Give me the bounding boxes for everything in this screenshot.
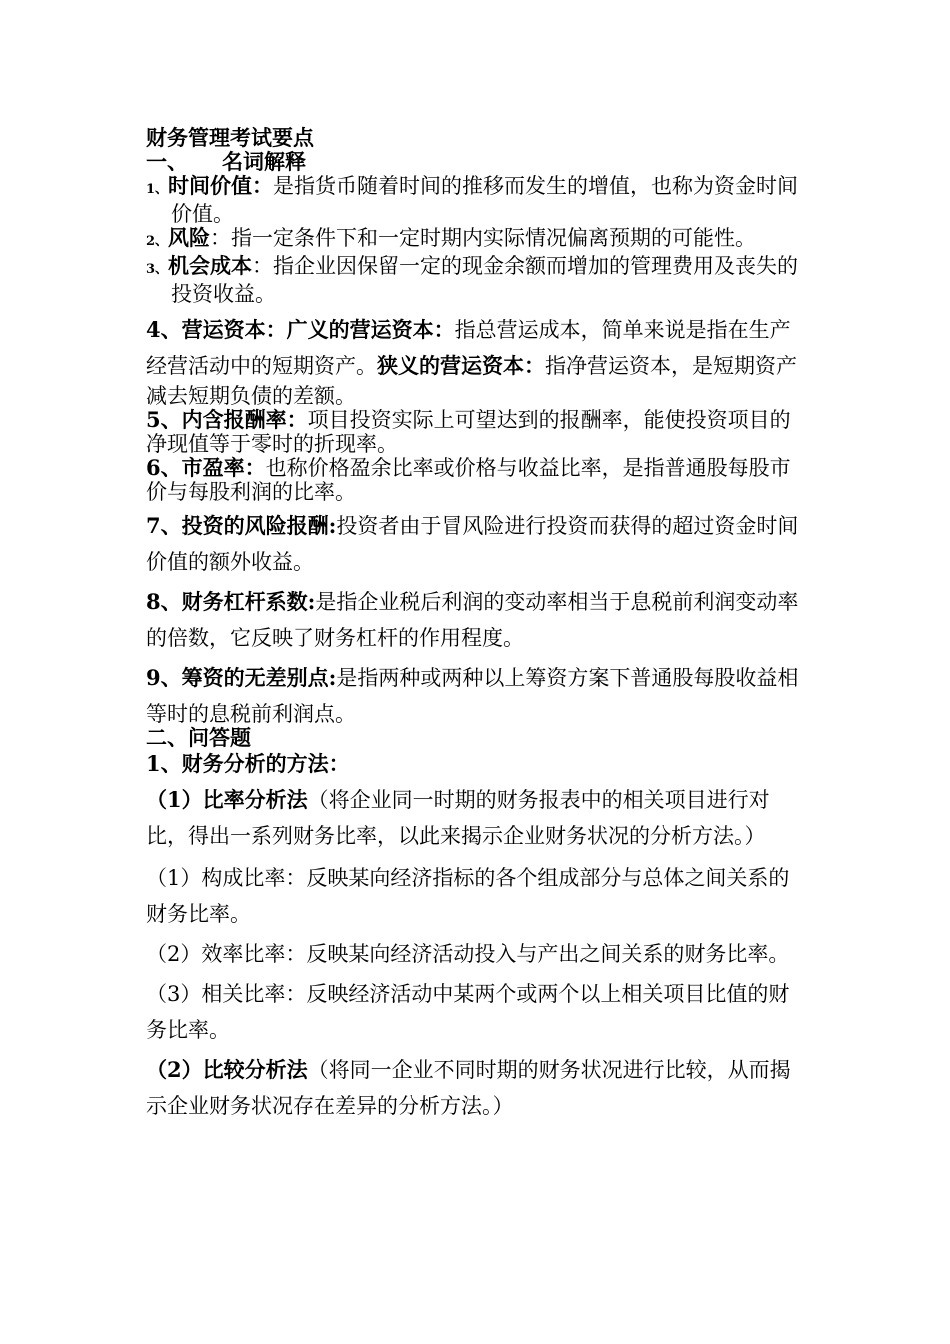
ratio-item-correlation: （3）相关比率：反映经济活动中某两个或两个以上相关项目比值的财务比率。 bbox=[146, 982, 790, 1042]
term-name: 9、筹资的无差别点: bbox=[146, 665, 337, 690]
method-name: （2）比较分析法 bbox=[146, 1057, 308, 1082]
method-description: （将企业同一时期的财务报表中的相关项目进行对比，得出一系列财务比率，以此来揭示企业财务状况的分析方法。） bbox=[146, 788, 770, 848]
method-ratio-analysis bbox=[146, 782, 810, 854]
term-definition: 指企业因保留一定的现金余额而增加的管理费用及丧失的投资收益。 bbox=[171, 254, 799, 306]
question-heading: 1、财务分析的方法： bbox=[146, 751, 350, 776]
term-item-pe-ratio bbox=[146, 456, 810, 504]
term-item-opportunity-cost: 3、机会成本：指企业因保留一定的现金余额而增加的管理费用及丧失的投资收益。 bbox=[146, 253, 799, 306]
term-definition: 也称价格盈余比率或价格与收益比率，是指普通股每股市价与每股利润的比率。 bbox=[146, 456, 791, 504]
term-name: 4、营运资本：广义的营运资本： bbox=[146, 317, 455, 342]
ratio-item-efficiency: （2）效率比率：反映某向经济活动投入与产出之间关系的财务比率。 bbox=[146, 942, 790, 966]
term-definition: 是指两种或两种以上筹资方案下普通股每股收益相等时的息税前利润点。 bbox=[146, 666, 799, 726]
term-item-financial-leverage bbox=[146, 584, 810, 656]
section-label: 名词解释 bbox=[222, 149, 306, 174]
term-name: 时间价值 bbox=[168, 173, 253, 198]
document-page bbox=[146, 120, 810, 1124]
term-definition: 指一定条件下和一定时期内实际情况偏离预期的可能性。 bbox=[231, 226, 757, 250]
term-name: 5、内含报酬率： bbox=[146, 407, 308, 432]
term-definition: 项目投资实际上可望达到的报酬率，能使投资项目的净现值等于零时的折现率。 bbox=[146, 408, 791, 456]
document-title: 财务管理考试要点 bbox=[146, 125, 314, 150]
term-item-working-capital bbox=[146, 312, 810, 408]
term-name: 7、投资的风险报酬: bbox=[146, 513, 337, 538]
term-item-risk-premium bbox=[146, 508, 810, 580]
term-definition: 指总营运成本，简单来说是指在生产经营活动中的短期资产。 bbox=[146, 318, 791, 378]
section-heading-qa: 二、问答题 bbox=[146, 725, 251, 750]
section-heading-terms bbox=[146, 150, 810, 174]
term-item-irr bbox=[146, 408, 810, 456]
section-number: 一、 bbox=[146, 149, 188, 174]
term-name-narrow: 狭义的营运资本： bbox=[377, 353, 545, 378]
term-name: 6、市盈率： bbox=[146, 455, 266, 480]
term-definition: 是指货币随着时间的推移而发生的增值，也称为资金时间价值。 bbox=[171, 174, 799, 226]
term-name: 8、财务杠杆系数: bbox=[146, 589, 316, 614]
method-description: （将同一企业不同时期的财务状况进行比较，从而揭示企业财务状况存在差异的分析方法。） bbox=[146, 1058, 791, 1118]
term-item-time-value: 1、时间价值：是指货币随着时间的推移而发生的增值，也称为资金时间价值。 bbox=[146, 173, 799, 226]
term-definition: 是指企业税后利润的变动率相当于息税前利润变动率的倍数，它反映了财务杠杆的作用程度。 bbox=[146, 590, 799, 650]
term-item-risk: 2、风险：指一定条件下和一定时期内实际情况偏离预期的可能性。 bbox=[146, 225, 757, 250]
method-name: （1）比率分析法 bbox=[146, 787, 308, 812]
term-definition: 投资者由于冒风险进行投资而获得的超过资金时间价值的额外收益。 bbox=[146, 514, 799, 574]
term-definition-narrow: 指净营运资本，是短期资产减去短期负债的差额。 bbox=[146, 354, 797, 408]
method-comparative-analysis bbox=[146, 1052, 810, 1124]
term-name: 风险 bbox=[168, 225, 211, 250]
term-name: 机会成本 bbox=[168, 253, 253, 278]
term-item-indifference-point bbox=[146, 660, 810, 732]
ratio-item-composition: （1）构成比率：反映某向经济指标的各个组成部分与总体之间关系的财务比率。 bbox=[146, 866, 790, 926]
